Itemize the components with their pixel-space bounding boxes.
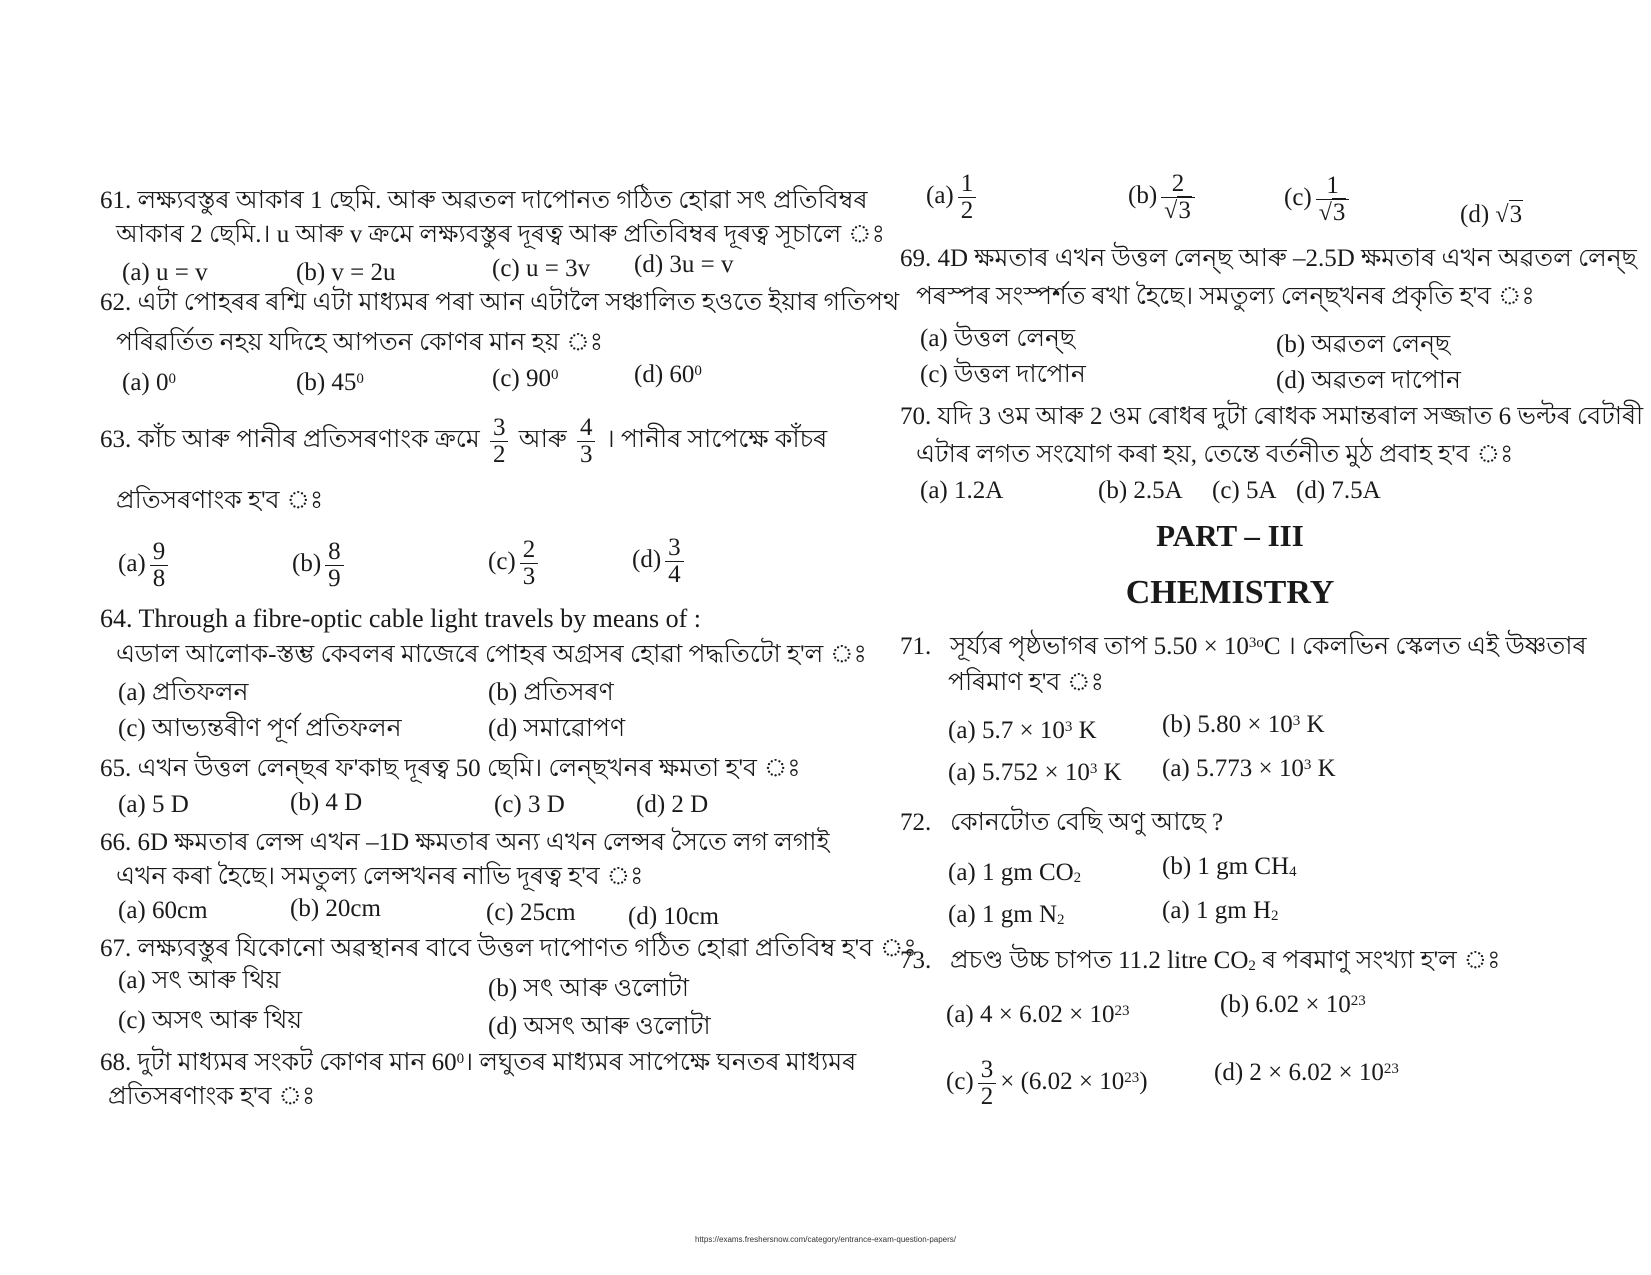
q71-line2: পৰিমাণ হ'ব ঃ (948, 669, 1104, 696)
q73-option-c: (c) $\frac{3}{2}$ × $(6.02 \times 10^{23})$ (946, 1055, 1148, 1110)
q71-line1: 71. সূৰ্য্যৰ পৃষ্ঠভাগৰ তাপ $5.50 \times 10^{3o}C$ । কেলভিন স্কেলত এই উষ্ণতাৰ (900, 633, 1587, 660)
q62-option-b: (b) $45^0$ (296, 369, 364, 396)
q61-option-a: (a) u = v (122, 259, 208, 286)
q61-option-c: (c) u = 3v (492, 255, 591, 282)
q61-line1: 61. লক্ষ্যবস্তুৰ আকাৰ 1 ছেমি. আৰু অৱতল দাপোনত গঠিত হোৱা সৎ প্ৰতিবিম্বৰ (100, 187, 868, 214)
q64-option-d: (d) সমাৱোপণ (488, 715, 626, 742)
q65-line1: 65. এখন উত্তল লেন্‌ছৰ ফ'কাছ দূৰত্ব 50 ছেমি। লেন্‌ছখনৰ ক্ষমতা হ'ব ঃ (100, 755, 801, 782)
q73-line1: 73. প্ৰচণ্ড উচ্চ চাপত 11.2 litre $CO_2$ ৰ পৰমাণু সংখ্যা হ'ল ঃ (900, 947, 1501, 974)
q72-option-b: (b) 1 gm $CH_4$ (1162, 853, 1297, 880)
q71-option-d: (a) $5.773 \times 10^3$ K (1162, 755, 1336, 782)
q61-option-b: (b) v = 2u (296, 259, 396, 286)
q70-line2: এটাৰ লগত সংযোগ কৰা হয়, তেন্তে বৰ্তনীত মুঠ প্ৰবাহ হ'ব ঃ (916, 441, 1514, 468)
q68-line2: প্ৰতিসৰণাংক হ'ব ঃ (108, 1083, 316, 1110)
q65-option-a: (a) 5 D (118, 791, 189, 818)
q65-option-c: (c) 3 D (494, 791, 565, 818)
q68-option-b: (b) $\frac{2}{√3}$ (1128, 168, 1199, 224)
q68-option-c: (c) $\frac{1}{√3}$ (1284, 170, 1353, 226)
q72-option-a: (a) 1 gm $CO_2$ (948, 859, 1082, 886)
q61-option-d: (d) 3u = v (634, 251, 734, 278)
q63-line2: প্ৰতিসৰণাংক হ'ব ঃ (116, 487, 324, 514)
q63-option-c: (c) $\frac{2}{3}$ (488, 534, 542, 590)
q64-option-c: (c) আভ্যন্তৰীণ পূৰ্ণ প্ৰতিফলন (118, 715, 402, 742)
q71-option-a: (a) $5.7 \times 10^3$ K (948, 717, 1097, 744)
subject-heading: CHEMISTRY (1125, 574, 1335, 611)
q69-line2: পৰস্পৰ সংস্পৰ্শত ৰখা হৈছে। সমতুল্য লেন্‌ছখনৰ প্ৰকৃতি হ'ব ঃ (916, 283, 1535, 310)
q66-option-d: (d) 10cm (628, 903, 719, 930)
q62-option-d: (d) $60^0$ (634, 361, 702, 388)
q69-line1: 69. 4D ক্ষমতাৰ এখন উত্তল লেন্‌ছ আৰু –2.5D ক্ষমতাৰ এখন অৱতল লেন্‌ছ (900, 245, 1637, 272)
q64-line2: এডাল আলোক-স্তম্ভ কেবলৰ মাজেৰে পোহৰ অগ্ৰসৰ হোৱা পদ্ধতিটো হ'ল ঃ (116, 641, 867, 668)
q63-option-d: (d) $\frac{3}{4}$ (632, 532, 688, 588)
q69-option-a: (a) উত্তল লেন্‌ছ (920, 325, 1076, 352)
q62-option-c: (c) $90^0$ (492, 365, 559, 392)
q70-line1: 70. যদি 3 ওম আৰু 2 ওম ৰোধৰ দুটা ৰোধক সমান্তৰাল সজ্জাত 6 ভল্টৰ বেটাৰী (900, 403, 1644, 430)
q68-option-a: (a) $\frac{1}{2}$ (926, 168, 980, 224)
q67-option-b: (b) সৎ আৰু ওলোটা (488, 975, 689, 1002)
q66-line2: এখন কৰা হৈছে। সমতুল্য লেন্সখনৰ নাভি দূৰত্ব হ'ব ঃ (116, 863, 644, 890)
q71-option-c: (a) $5.752 \times 10^3$ K (948, 759, 1122, 786)
q65-option-b: (b) 4 D (290, 789, 363, 816)
q73-option-d: (d) $2 \times 6.02 \times 10^{23}$ (1214, 1059, 1399, 1086)
q70-option-d: (d) 7.5A (1296, 477, 1381, 504)
q67-option-d: (d) অসৎ আৰু ওলোটা (488, 1013, 711, 1040)
q69-option-b: (b) অৱতল লেন্‌ছ (1276, 331, 1451, 358)
q62-line1: 62. এটা পোহৰৰ ৰশ্মি এটা মাধ্যমৰ পৰা আন এটালৈ সঞ্চালিত হওতে ইয়াৰ গতিপথ (100, 289, 900, 316)
q67-line1: 67. লক্ষ্যবস্তুৰ যিকোনো অৱস্থানৰ বাবে উত্তল দাপোণত গঠিত হোৱা প্ৰতিবিম্ব হ'ব ঃ (100, 935, 917, 962)
q63-option-b: (b) $\frac{8}{9}$ (292, 536, 348, 592)
q67-option-a: (a) সৎ আৰু থিয় (118, 967, 281, 994)
q73-option-b: (b) $6.02 \times 10^{23}$ (1220, 991, 1366, 1018)
q63-option-a: (a) $\frac{9}{8}$ (118, 536, 172, 592)
q70-option-a: (a) 1.2A (920, 477, 1004, 504)
q62-option-a: (a) $0^0$ (122, 369, 176, 396)
q66-option-b: (b) 20cm (290, 895, 381, 922)
q66-option-a: (a) 60cm (118, 897, 208, 924)
part-heading: PART – III (1156, 518, 1304, 553)
q66-line1: 66. 6D ক্ষমতাৰ লেন্স এখন –1D ক্ষমতাৰ অন্য এখন লেন্সৰ সৈতে লগ লগাই (100, 829, 830, 856)
q61-line2: আকাৰ 2 ছেমি.। u আৰু v ক্ৰমে লক্ষ্যবস্তুৰ দূৰত্ব আৰু প্ৰতিবিম্বৰ দূৰত্ব সূচালে ঃ (116, 221, 885, 248)
footer-url: https://exams.freshersnow.com/category/entrance-exam-question-papers/ (694, 1235, 956, 1244)
q69-option-d: (d) অৱতল দাপোন (1276, 367, 1461, 394)
q64-option-b: (b) প্ৰতিসৰণ (488, 679, 614, 706)
q65-option-d: (d) 2 D (636, 791, 709, 818)
q67-option-c: (c) অসৎ আৰু থিয় (118, 1007, 303, 1034)
q70-option-b: (b) 2.5A (1098, 477, 1183, 504)
q62-line2: পৰিৱৰ্তিত নহয় যদিহে আপতন কোণৰ মান হয় ঃ (116, 329, 604, 356)
q63-fraction-glass: $\frac{3}{2}$ (490, 415, 509, 468)
q72-line1: 72. কোনটোত বেছি অণু আছে ? (900, 809, 1224, 836)
q68-option-d: (d) √3 (1460, 201, 1523, 228)
q64-line1: 64. Through a fibre-optic cable light travels by means of : (100, 604, 701, 633)
q64-option-a: (a) প্ৰতিফলন (118, 679, 249, 706)
q69-option-c: (c) উত্তল দাপোন (920, 361, 1086, 388)
q68-line1: 68. দুটা মাধ্যমৰ সংকট কোণৰ মান $60^0।$ লঘুতৰ মাধ্যমৰ সাপেক্ষে ঘনতৰ মাধ্যমৰ (100, 1049, 857, 1076)
q72-option-c: (a) 1 gm $N_2$ (948, 901, 1065, 928)
q63-fraction-water: $\frac{4}{3}$ (577, 415, 596, 468)
q73-option-a: (a) $4 \times 6.02 \times 10^{23}$ (946, 1001, 1130, 1028)
q66-option-c: (c) 25cm (486, 899, 576, 926)
q70-option-c: (c) 5A (1212, 477, 1277, 504)
q71-option-b: (b) $5.80 \times 10^3$ K (1162, 711, 1325, 738)
q72-option-d: (a) 1 gm $H_2$ (1162, 897, 1279, 924)
q63-line1: 63. কাঁচ আৰু পানীৰ প্ৰতিসৰণাংক ক্ৰমে $\frac{3}{2}$ আৰু $\frac{4}{3}$ । পানীৰ সাপেক্ষে কাঁচৰ (100, 413, 828, 468)
